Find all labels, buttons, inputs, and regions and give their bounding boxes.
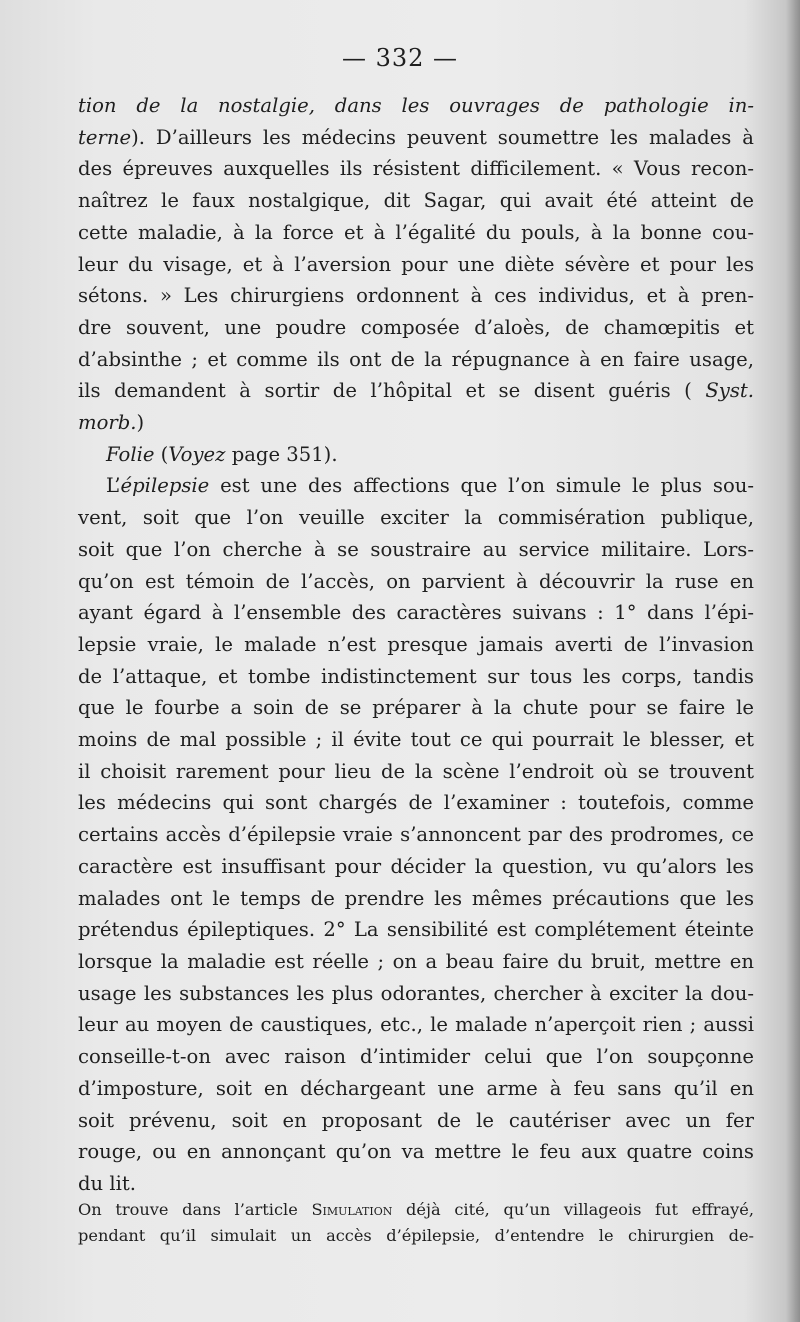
text-line: vent, soit que l’on veuille exciter la commisération publique, [78, 506, 754, 530]
text-line: certains accès d’épilepsie vraie s’annoncent par des prodromes, ce [78, 823, 754, 847]
text-line: les médecins qui sont chargés de l’examiner : toutefois, comme [78, 791, 754, 815]
footnote-line: On trouve dans l’article Simulation déjà cité, qu’un villageois fut effrayé, [78, 1200, 754, 1219]
footnote-line: pendant qu’il simulait un accès d’épilepsie, d’entendre le chirurgien de- [78, 1226, 754, 1245]
text-line: d’imposture, soit en déchargeant une arme à feu sans qu’il en [78, 1076, 754, 1100]
text-line: leur du visage, et à l’aversion pour une diète sévère et pour les [78, 252, 754, 276]
text-line: Folie (Voyez page 351). [106, 442, 338, 466]
text-line: cette maladie, à la force et à l’égalité du pouls, à la bonne cou- [78, 220, 754, 244]
text-line: L’épilepsie est une des affections que l’on simule le plus sou- [106, 474, 754, 498]
text-line: rouge, ou en annonçant qu’on va mettre le feu aux quatre coins [78, 1140, 754, 1164]
footnote-text [78, 1197, 754, 1249]
text-line: de l’attaque, et tombe indistinctement sur tous les corps, tandis [78, 664, 754, 688]
text-line: soit que l’on cherche à se soustraire au service militaire. Lors- [78, 537, 754, 561]
main-text [78, 90, 754, 1200]
text-line: leur au moyen de caustiques, etc., le malade n’aperçoit rien ; aussi [78, 1013, 754, 1037]
text-line: il choisit rarement pour lieu de la scène l’endroit où se trouvent [78, 759, 754, 783]
text-line: conseille-t-on avec raison d’intimider celui que l’on soupçonne [78, 1045, 754, 1069]
text-line: moins de mal possible ; il évite tout ce qui pourrait le blesser, et [78, 728, 754, 752]
text-line: caractère est insuffisant pour décider la question, vu qu’alors les [78, 854, 754, 878]
text-line: d’absinthe ; et comme ils ont de la répugnance à en faire usage, [78, 347, 754, 371]
text-line: malades ont le temps de prendre les mêmes précautions que les [78, 886, 754, 910]
text-line: lepsie vraie, le malade n’est presque jamais averti de l’invasion [78, 632, 754, 656]
text-line: sétons. » Les chirurgiens ordonnent à ces individus, et à pren- [78, 284, 754, 308]
text-line: des épreuves auxquelles ils résistent difficilement. « Vous recon- [78, 157, 754, 181]
text-line: tion de la nostalgie, dans les ouvrages de pathologie in- [78, 94, 754, 117]
text-line: ils demandent à sortir de l’hôpital et se disent guéris ( Syst. [78, 379, 754, 403]
text-line: lorsque la maladie est réelle ; on a beau faire du bruit, mettre en [78, 949, 754, 973]
text-line: dre souvent, une poudre composée d’aloès, de chamœpitis et [78, 315, 754, 339]
text-line: que le fourbe a soin de se préparer à la chute pour se faire le [78, 696, 754, 720]
text-line: prétendus épileptiques. 2° La sensibilité est complétement éteinte [78, 918, 754, 942]
page-edge-shadow [786, 0, 800, 1322]
text-line: qu’on est témoin de l’accès, on parvient à découvrir la ruse en [78, 569, 754, 593]
page-number: — 332 — [341, 44, 459, 72]
text-line: usage les substances les plus odorantes, chercher à exciter la dou- [78, 981, 754, 1005]
text-line: ayant égard à l’ensemble des caractères suivans : 1° dans l’épi- [78, 601, 754, 625]
text-line: terne). D’ailleurs les médecins peuvent soumettre les malades à [78, 125, 754, 149]
text-line: soit prévenu, soit en proposant de le cautériser avec un fer [78, 1108, 754, 1132]
text-line: morb.) [78, 411, 145, 435]
text-line: du lit. [78, 1171, 137, 1195]
text-line: naîtrez le faux nostalgique, dit Sagar, qui avait été atteint de [78, 189, 754, 213]
